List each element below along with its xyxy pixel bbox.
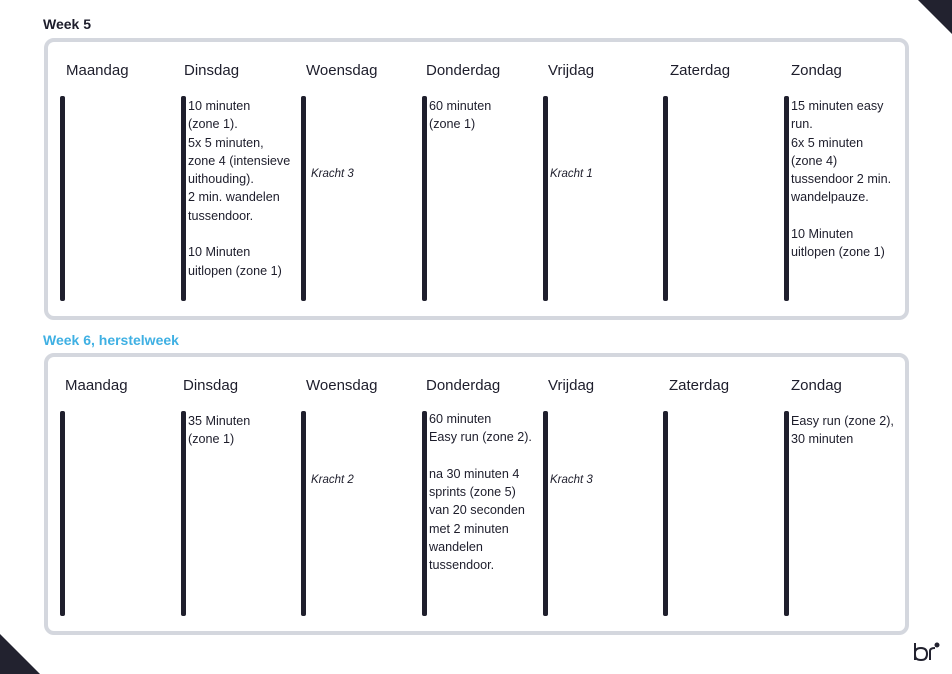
day-zondag: Zondag xyxy=(791,377,842,394)
day-maandag: Maandag xyxy=(66,62,129,79)
entry-donderdag: 60 minuten Easy run (zone 2). na 30 minuten 4 sprints (zone 5) van 20 seconden met 2 minuten wandelen tussendoor. xyxy=(429,412,532,573)
corner-decoration-top-right xyxy=(918,0,952,34)
day-dinsdag: Dinsdag xyxy=(183,377,239,394)
week-5-title: Week 5 xyxy=(43,16,91,32)
corner-decoration-bottom-left xyxy=(0,634,40,674)
week-5-schedule xyxy=(44,38,909,320)
day-donderdag: Donderdag xyxy=(426,377,501,394)
entry-woensdag: Kracht 2 xyxy=(311,474,354,486)
day-donderdag: Donderdag xyxy=(426,62,501,79)
br-logo-icon xyxy=(912,640,942,666)
divider-donderdag xyxy=(422,411,427,616)
entry-woensdag: Kracht 3 xyxy=(311,168,354,180)
day-maandag: Maandag xyxy=(65,377,128,394)
entry-zondag: Easy run (zone 2), 30 minuten xyxy=(791,414,894,447)
divider-dinsdag xyxy=(181,96,186,301)
day-woensdag: Woensdag xyxy=(306,62,378,79)
day-zondag: Zondag xyxy=(791,62,842,79)
week-6-title: Week 6, herstelweek xyxy=(43,332,179,348)
divider-maandag xyxy=(60,96,65,301)
divider-zaterdag xyxy=(663,411,668,616)
divider-woensdag xyxy=(301,411,306,616)
divider-zaterdag xyxy=(663,96,668,301)
divider-donderdag xyxy=(422,96,427,301)
entry-vrijdag: Kracht 3 xyxy=(550,474,593,486)
week-6-schedule xyxy=(44,353,909,635)
divider-vrijdag xyxy=(543,411,548,616)
day-vrijdag: Vrijdag xyxy=(548,377,595,394)
day-vrijdag: Vrijdag xyxy=(548,62,595,79)
day-woensdag: Woensdag xyxy=(306,377,378,394)
divider-dinsdag xyxy=(181,411,186,616)
entry-dinsdag: 10 minuten (zone 1). 5x 5 minuten, zone 4 (intensieve uithouding). 2 min. wandelen tussendoor. 10 Minuten uitlopen (zone 1) xyxy=(188,99,291,278)
divider-zondag xyxy=(784,96,789,301)
entry-donderdag: 60 minuten (zone 1) xyxy=(429,99,492,132)
day-zaterdag: Zaterdag xyxy=(670,62,731,79)
day-zaterdag: Zaterdag xyxy=(669,377,730,394)
entry-dinsdag: 35 Minuten (zone 1) xyxy=(188,414,251,447)
day-dinsdag: Dinsdag xyxy=(184,62,240,79)
divider-maandag xyxy=(60,411,65,616)
divider-vrijdag xyxy=(543,96,548,301)
divider-zondag xyxy=(784,411,789,616)
entry-zondag: 15 minuten easy run. 6x 5 minuten (zone 4) tussendoor 2 min. wandelpauze. 10 Minuten uitlopen (zone 1) xyxy=(791,99,892,260)
entry-vrijdag: Kracht 1 xyxy=(550,168,593,180)
